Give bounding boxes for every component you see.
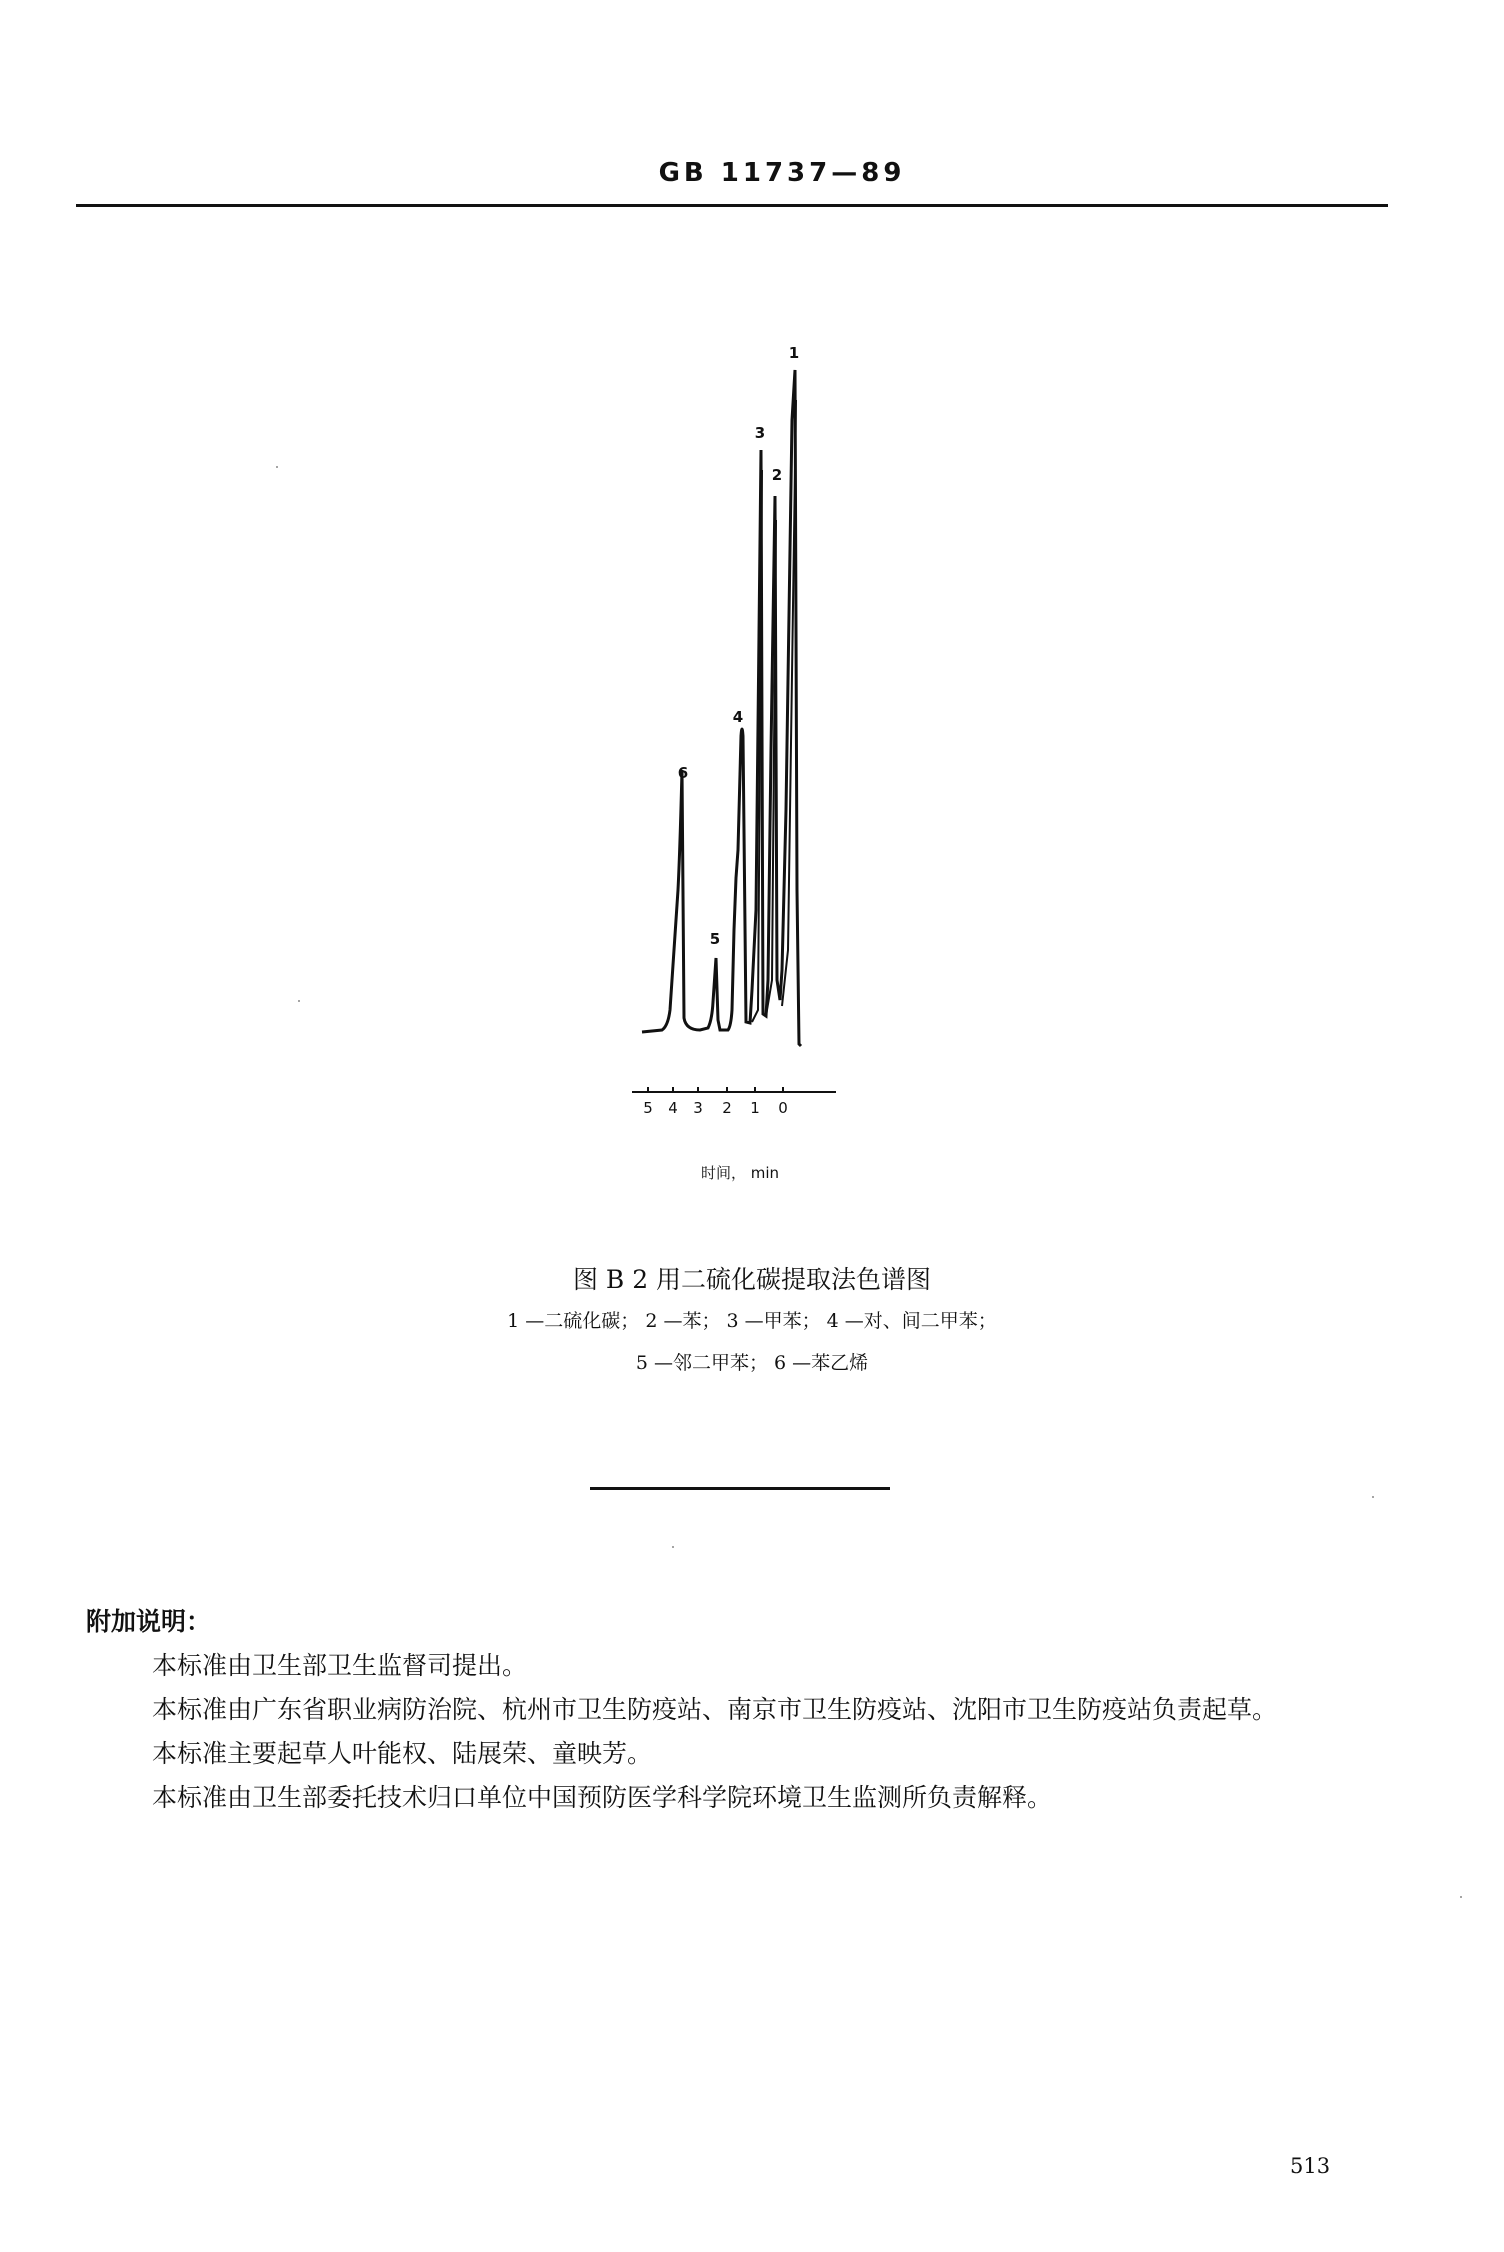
peak-label-2: 2 [771,466,783,484]
peak-label-4: 4 [732,708,744,726]
axis-tick-label-2: 2 [722,1099,732,1117]
axis-tick-label-3: 3 [693,1099,703,1117]
page-number: 513 [1290,2154,1331,2178]
peak-label-5: 5 [709,930,721,948]
peak-label-1: 1 [788,344,800,362]
note-drafted-by: 本标准由广东省职业病防治院、杭州市卫生防疫站、南京市卫生防疫站、沈阳市卫生防疫站负责起草。 [152,1695,1278,1724]
note-interpretation: 本标准由卫生部委托技术归口单位中国预防医学科学院环境卫生监测所负责解释。 [152,1783,1053,1812]
time-axis-caption: 时间， min [700,1164,780,1182]
note-proposed-by: 本标准由卫生部卫生监督司提出。 [152,1651,528,1680]
axis-tick-label-0: 0 [778,1099,788,1117]
header-rule [76,204,1388,207]
section-divider [590,1487,890,1490]
scan-speck [672,1546,674,1548]
standard-code-header: GB 11737—89 [658,158,906,188]
chromatogram [600,330,860,1130]
axis-tick-label-5: 5 [643,1099,653,1117]
notes-heading: 附加说明： [86,1607,212,1636]
scan-speck [276,466,278,468]
peak-label-3: 3 [754,424,766,442]
figure-legend-line-1: 1 —二硫化碳； 2 —苯； 3 —甲苯； 4 —对、间二甲苯； [507,1310,997,1332]
scan-speck [298,1000,300,1002]
axis-tick-label-4: 4 [668,1099,678,1117]
scan-speck [1460,1896,1462,1898]
scan-speck [1372,1496,1374,1498]
figure-legend-line-2: 5 —邻二甲苯； 6 —苯乙烯 [635,1352,869,1374]
peak-label-6: 6 [677,764,689,782]
additional-notes [86,1600,1396,1820]
axis-tick-label-1: 1 [750,1099,760,1117]
figure-title: 图 B 2 用二硫化碳提取法色谱图 [572,1265,932,1294]
note-drafters: 本标准主要起草人叶能权、陆展荣、童映芳。 [152,1739,653,1768]
